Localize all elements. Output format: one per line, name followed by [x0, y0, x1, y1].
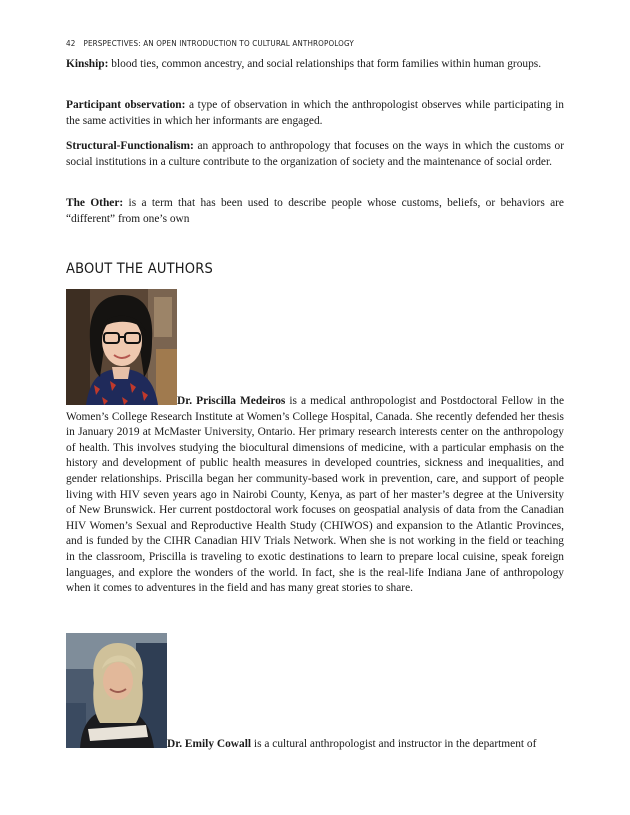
author-photo-emily-cowall — [66, 633, 167, 748]
author-name: Dr. Emily Cowall — [167, 738, 252, 750]
glossary-term: Structural-Functionalism: — [66, 140, 194, 152]
glossary-term: Kinship: — [66, 58, 109, 70]
glossary-definition: an approach to anthropology that focuses on the ways in which the customs or social institutions in a culture contribute to the organization of society and the maintenance of social order. — [66, 140, 564, 168]
book-title: PERSPECTIVES: AN OPEN INTRODUCTION TO CULTURAL ANTHROPOLOGY — [83, 39, 354, 48]
page-number: 42 — [66, 39, 76, 48]
running-head — [66, 39, 354, 48]
section-heading-about-the-authors: ABOUT THE AUTHORS — [66, 261, 213, 277]
glossary-entry-the-other — [66, 196, 564, 227]
glossary-definition: blood ties, common ancestry, and social relationships that form families within human groups. — [108, 58, 542, 70]
author-bio-text: is a medical anthropologist and Postdoctoral Fellow in the Women’s College Research Institute at Women’s College Hospital, Canada. She recently defended her thesis in January 2019 at McMaster University, Ontario. Her primary research interests center on the anthropology of health. This involves studying the biocultural dimensions of medicine, with a particular emphasis on the history and development of public health measures in developed countries, sickness and inequalities, and gender relationships. Priscilla began her community-based work in prevention, care, and support of people living with HIV seven years ago in Nairobi County, Kenya, as part of her master’s degree at the University of New Brunswick. Her current postdoctoral work focuses on geospatial analysis of data from the Canadian HIV Women’s Sexual and Reproductive Health Study (CHIWOS) and expansion to the Atlantic Provinces, and is funded by the CIHR Canadian HIV Trials Network. When she is not working in the field or teaching in the classroom, Priscilla is traveling to exotic destinations to learn to prepare local cuisine, speak foreign languages, and explore the wonders of the world. In fact, she is the real-life Indiana Jane of anthropology when it comes to adventures in the field and has many great stories to share. — [66, 395, 564, 595]
glossary-entry-structural-functionalism — [66, 139, 564, 170]
author-bio-priscilla-medeiros — [66, 394, 564, 597]
glossary-definition: a type of observation in which the anthropologist observes while participating in the same activities in which her informants are engaged. — [66, 99, 564, 127]
glossary-entry-participant-observation — [66, 98, 564, 129]
author-photo-priscilla-medeiros — [66, 289, 177, 405]
glossary-definition: is a term that has been used to describe people whose customs, beliefs, or behaviors are “different” from one’s own — [66, 197, 564, 225]
glossary-entry-kinship — [66, 57, 564, 73]
author-name: Dr. Priscilla Medeiros — [177, 395, 286, 407]
glossary-term: Participant observation: — [66, 99, 186, 111]
glossary-term: The Other: — [66, 197, 124, 209]
author-bio-text: is a cultural anthropologist and instructor in the department of — [251, 738, 537, 750]
author-bio-emily-cowall — [66, 737, 564, 753]
